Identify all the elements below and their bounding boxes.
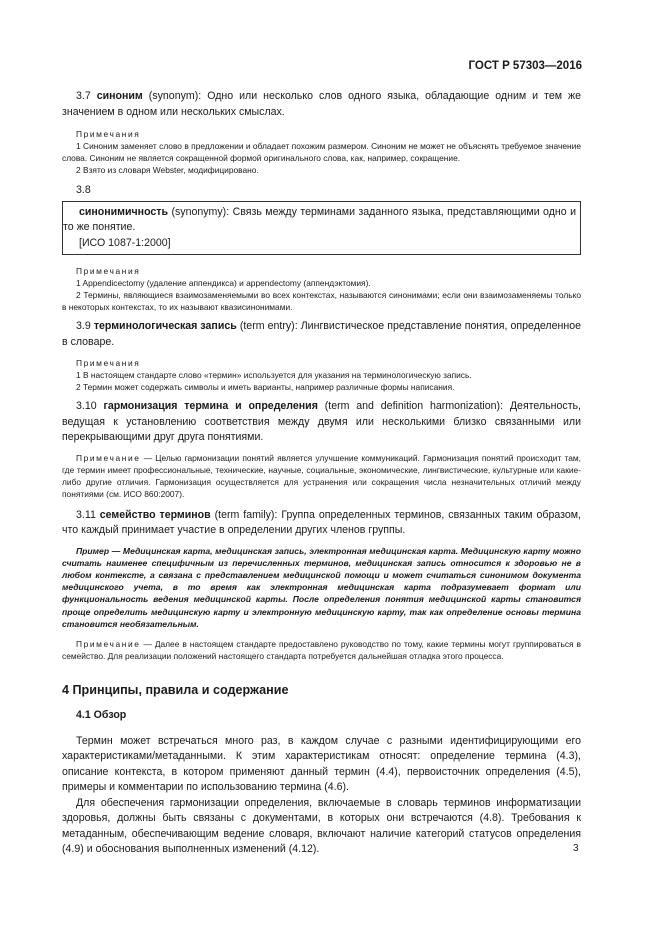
term-source: [ИСО 1087-1:2000] [79, 236, 171, 249]
notes-label: Примечания [76, 129, 141, 139]
term-number: 3.11 [76, 508, 96, 521]
term-3-8-box [62, 201, 581, 256]
term-3-9 [62, 319, 581, 350]
term-english: (synonym): [148, 90, 202, 102]
term-name: семейство терминов [99, 508, 211, 521]
note: 2 Термины, являющиеся взаимозаменяемыми во всех контекстах, называются синонимами; если они взаимозаменяемы только в некоторых контекстах, то их называют квазисинонимами. [62, 290, 581, 312]
term-definition: Деятельность, ведущая к установлению соответствия между двумя или несколькими близко связанными или перекрывающими друг друга понятиями. [62, 400, 582, 443]
note-text: — Далее в настоящем стандарте предоставлено руководство по тому, какие термины могут группироваться в семейство. Для реализации положений настоящего стандарта потребуется дальнейшая отладка этого процесса. [62, 638, 581, 661]
subsection-heading: 4.1 Обзор [76, 709, 127, 722]
term-name: синоним [96, 90, 143, 102]
term-3-10 [62, 399, 581, 446]
term-name: терминологическая запись [93, 320, 237, 332]
term-3-8-number: 3.8 [76, 184, 91, 196]
notes-label: Примечания [76, 266, 141, 276]
term-3-8 [63, 205, 576, 236]
document-header: ГОСТ Р 57303—2016 [468, 60, 582, 72]
note: 1 Appendicectomy (удаление аппендикса) и appendectomy (аппендэктомия). [76, 278, 371, 288]
term-3-7 [62, 89, 581, 120]
note: 1 В настоящем стандарте слово «термин» используется для указания на терминологическую запись. [76, 370, 472, 380]
note-label: Примечание [76, 638, 141, 649]
section-heading: 4 Принципы, правила и содержание [62, 682, 289, 697]
term-name: гармонизация термина и определения [103, 400, 318, 412]
term-definition: Группа определенных терминов, связанных таким образом, что каждый принимает участие в определении других членов группы. [62, 508, 581, 536]
body-paragraph: Термин может встречаться много раз, в каждом случае с разными идентифицирующими его характеристиками/метаданными. К этим характеристикам относят: определение термина (4.3), описание контекста, в котором применяют данный термин (4.4), первоисточник определения (4.5), примеры и комментарии по использованию термина (4.6). [62, 734, 581, 794]
term-english: (term entry): [239, 320, 298, 332]
notes-label: Примечания [76, 358, 141, 368]
term-3-11 [62, 508, 581, 539]
note: 1 Синоним заменяет слово в предложении и обладает похожим размером. Синоним не может не объяснять требуемое значение слова. Синоним не является сокращенной формой оригинального слова, как, например, сокращение. [62, 141, 581, 163]
term-english: (term family): [214, 508, 278, 521]
term-definition: Лингвистическое представление понятия, определенное в словаре. [62, 320, 581, 348]
term-name: синонимичность [79, 205, 169, 218]
term-example: Пример — Медицинская карта, медицинская запись, электронная медицинская карта. Медицинскую карту можно считать наименее специфичным из перечисленных терминов, медицинская запись относится к здоровью не в любом контексте, а связана с представлением медицинской помощи и может считаться синонимом документа медицинского учета, в то время как электронная медицинская карта подразумевает формат или функциональность ведения медицинской карты. После определения понятия медицинской карты становится проще определить медицинскую карту и электронную медицинскую карту, так как определение основы термина становится необязательным. [62, 545, 581, 629]
page-number: 3 [573, 843, 579, 854]
term-number: 3.9 [76, 320, 91, 332]
page-content [62, 89, 581, 858]
note-text: — Целью гармонизации понятий является улучшение коммуникаций. Гармонизация понятий происходит там, где термин имеет профессиональные, технические, научные, социальные, экономические, лингвистические, культурные или какие-либо другие отличия. Гармонизация осуществляется для устранения или сокращения числа незначительных отличий между понятиями (см. ИСО 860:2007). [62, 452, 582, 499]
term-definition: Одно или несколько слов одного языка, обладающие одним и тем же значением в одном или нескольких смыслах. [62, 90, 581, 118]
term-number: 3.7 [76, 90, 91, 102]
term-note [62, 638, 581, 662]
term-english: (synonymy): [171, 205, 230, 218]
note: 2 Термин может содержать символы и иметь варианты, например различные формы написания. [76, 382, 455, 392]
note: 2 Взято из словаря Webster, модифицировано. [76, 165, 259, 175]
term-definition: Связь между терминами заданного языка, представляющими одно и то же понятие. [63, 205, 576, 233]
term-number: 3.10 [76, 400, 97, 412]
body-paragraph: Для обеспечения гармонизации определения, включаемые в словарь терминов информатизации здоровья, должны быть связаны с документами, в которых они встречаются (4.8). Требования к метаданным, обеспечивающим ведение словаря, включают наличие категорий статусов определения (4.9) и обоснования выполненных изменений (4.12). [62, 796, 581, 856]
term-english: (term and definition harmonization): [324, 400, 504, 412]
note-label: Примечание [76, 452, 141, 463]
term-note [62, 452, 581, 500]
